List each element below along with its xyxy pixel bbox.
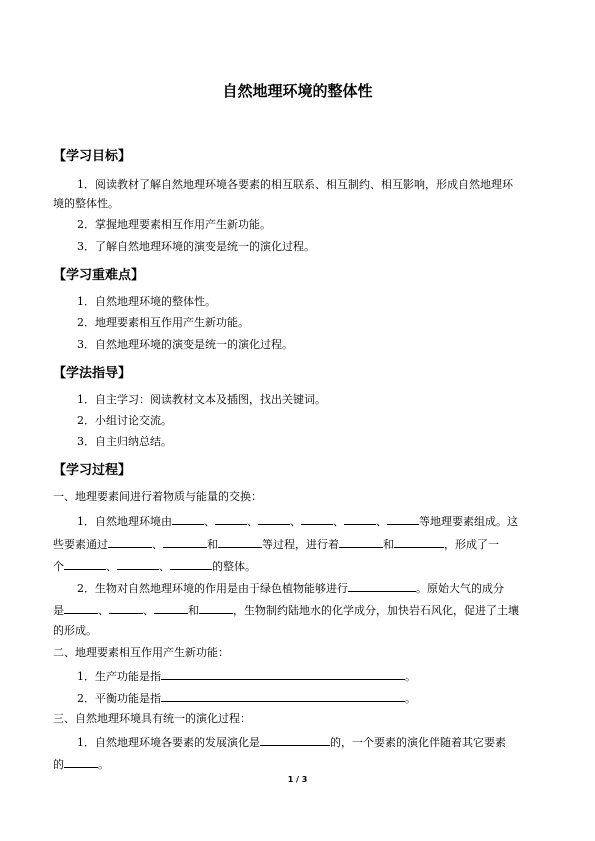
text-segment: 。 bbox=[405, 692, 416, 705]
separator: 、 bbox=[333, 515, 344, 528]
blank-field[interactable] bbox=[344, 513, 376, 525]
text-segment: 1．生产功能是指 bbox=[77, 670, 161, 683]
separator: 、 bbox=[204, 515, 215, 528]
text-segment: 等过程，进行着 bbox=[262, 538, 339, 551]
method-1: 1．自主学习：阅读教材文本及插图，找出关键词。 bbox=[77, 393, 326, 406]
fill-line-6: 的形成。 bbox=[53, 624, 97, 637]
fill-line-2 bbox=[53, 536, 499, 552]
blank-field[interactable] bbox=[172, 513, 204, 525]
text-segment: 1．自然地理环境各要素的发展演化是 bbox=[77, 736, 260, 749]
blank-field[interactable] bbox=[64, 602, 98, 614]
objective-2: 2．掌握地理要素相互作用产生新功能。 bbox=[77, 218, 271, 231]
objective-1-line-2: 境的整体性。 bbox=[53, 197, 119, 210]
balance-function-line bbox=[77, 690, 416, 706]
separator: 、 bbox=[106, 560, 117, 573]
text-segment: 。 bbox=[405, 670, 416, 683]
part-2-title: 二、地理要素相互作用产生新功能： bbox=[53, 646, 229, 659]
blank-field[interactable] bbox=[109, 602, 143, 614]
text-segment: 等地理要素组成。这 bbox=[419, 515, 518, 528]
fill-line-1 bbox=[77, 513, 518, 529]
separator: 、 bbox=[290, 515, 301, 528]
text-segment: 的 bbox=[53, 758, 64, 771]
objectives-heading: 【学习目标】 bbox=[53, 149, 132, 164]
text-segment: 和 bbox=[188, 604, 199, 617]
blank-field[interactable] bbox=[117, 558, 159, 570]
key-points-heading: 【学习重难点】 bbox=[53, 268, 145, 283]
text-segment: 个 bbox=[53, 560, 64, 573]
blank-field[interactable] bbox=[215, 513, 247, 525]
blank-field[interactable] bbox=[339, 536, 383, 548]
blank-field[interactable] bbox=[154, 602, 188, 614]
key-point-2: 2．地理要素相互作用产生新功能。 bbox=[77, 316, 249, 329]
key-point-3: 3．自然地理环境的演变是统一的演化过程。 bbox=[77, 338, 293, 351]
text-segment: 和 bbox=[383, 538, 394, 551]
text-segment: ，生物制约陆地水的化学成分，加快岩石风化，促进了土壤 bbox=[233, 604, 519, 617]
blank-field[interactable] bbox=[260, 734, 330, 746]
part-1-title: 一、地理要素间进行着物质与能量的交换： bbox=[53, 490, 262, 503]
text-segment: 的整体。 bbox=[212, 560, 256, 573]
fill-line-7 bbox=[77, 734, 506, 750]
separator: 、 bbox=[376, 515, 387, 528]
page-title: 自然地理环境的整体性 bbox=[222, 82, 373, 100]
separator: 、 bbox=[152, 538, 163, 551]
process-heading: 【学习过程】 bbox=[53, 463, 132, 478]
text-segment: ，形成了一 bbox=[444, 538, 499, 551]
method-2: 2．小组讨论交流。 bbox=[77, 414, 172, 427]
objective-3: 3．了解自然地理环境的演变是统一的演化过程。 bbox=[77, 240, 315, 253]
text-segment: 2．生物对自然地理环境的作用是由于绿色植物能够进行 bbox=[77, 582, 348, 595]
text-segment: 些要素通过 bbox=[53, 538, 108, 551]
text-segment: 和 bbox=[207, 538, 218, 551]
blank-field[interactable] bbox=[161, 690, 405, 702]
blank-field[interactable] bbox=[218, 536, 262, 548]
blank-field[interactable] bbox=[161, 668, 405, 680]
page-number: 1 / 3 bbox=[287, 775, 308, 784]
fill-line-5 bbox=[53, 602, 519, 618]
text-segment: 2．平衡功能是指 bbox=[77, 692, 161, 705]
text-segment: 。 bbox=[98, 758, 109, 771]
separator: 、 bbox=[98, 604, 109, 617]
blank-field[interactable] bbox=[163, 536, 207, 548]
blank-field[interactable] bbox=[170, 558, 212, 570]
separator: 、 bbox=[143, 604, 154, 617]
text-segment: 的，一个要素的演化伴随着其它要素 bbox=[330, 736, 506, 749]
text-segment: 是 bbox=[53, 604, 64, 617]
production-function-line bbox=[77, 668, 416, 684]
blank-field[interactable] bbox=[387, 513, 419, 525]
text-segment: 。原始大气的成分 bbox=[416, 582, 504, 595]
separator: 、 bbox=[159, 560, 170, 573]
blank-field[interactable] bbox=[199, 602, 233, 614]
blank-field[interactable] bbox=[301, 513, 333, 525]
blank-field[interactable] bbox=[348, 580, 416, 592]
key-point-1: 1．自然地理环境的整体性。 bbox=[77, 295, 216, 308]
methods-heading: 【学法指导】 bbox=[53, 366, 132, 381]
separator: 、 bbox=[247, 515, 258, 528]
blank-field[interactable] bbox=[64, 558, 106, 570]
blank-field[interactable] bbox=[394, 536, 444, 548]
part-3-title: 三、自然地理环境具有统一的演化过程： bbox=[53, 712, 251, 725]
text-segment: 1．自然地理环境由 bbox=[77, 515, 172, 528]
blank-field[interactable] bbox=[64, 756, 98, 768]
blank-field[interactable] bbox=[258, 513, 290, 525]
blank-field[interactable] bbox=[108, 536, 152, 548]
fill-line-3 bbox=[53, 558, 256, 574]
objective-1-line-1: 1．阅读教材了解自然地理环境各要素的相互联系、相互制约、相互影响，形成自然地理环 bbox=[77, 178, 513, 191]
fill-line-4 bbox=[77, 580, 504, 596]
method-3: 3．自主归纳总结。 bbox=[77, 435, 172, 448]
fill-line-8 bbox=[53, 756, 109, 772]
